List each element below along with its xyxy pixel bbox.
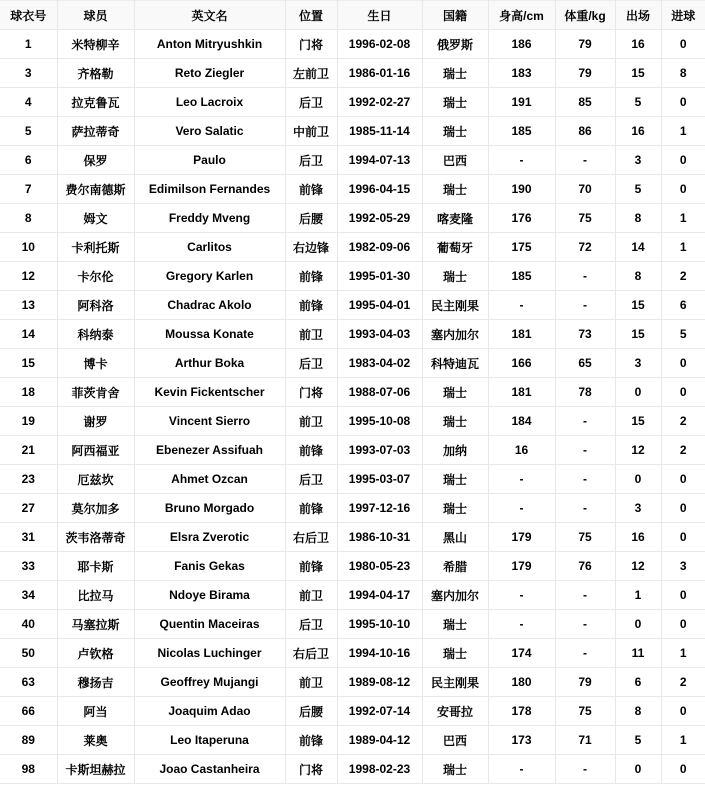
cell-nationality: 俄罗斯 <box>422 30 488 59</box>
cell-height: - <box>488 465 555 494</box>
cell-goals: 1 <box>661 726 705 755</box>
cell-player: 厄兹坎 <box>57 465 134 494</box>
cell-birthday: 1995-10-10 <box>337 610 422 639</box>
cell-appearances: 16 <box>615 30 661 59</box>
cell-birthday: 1995-10-08 <box>337 407 422 436</box>
cell-appearances: 3 <box>615 349 661 378</box>
cell-appearances: 8 <box>615 262 661 291</box>
cell-name_en: Moussa Konate <box>134 320 285 349</box>
cell-goals: 0 <box>661 175 705 204</box>
cell-jersey: 10 <box>0 233 57 262</box>
cell-position: 前锋 <box>285 291 337 320</box>
cell-birthday: 1988-07-06 <box>337 378 422 407</box>
cell-height: - <box>488 494 555 523</box>
cell-weight: - <box>555 494 615 523</box>
cell-jersey: 34 <box>0 581 57 610</box>
cell-weight: 85 <box>555 88 615 117</box>
table-row <box>0 291 705 320</box>
column-header-weight: 体重/kg <box>555 1 615 30</box>
cell-goals: 2 <box>661 407 705 436</box>
cell-jersey: 19 <box>0 407 57 436</box>
cell-player: 卡斯坦赫拉 <box>57 755 134 784</box>
cell-weight: - <box>555 465 615 494</box>
cell-position: 右后卫 <box>285 523 337 552</box>
cell-name_en: Paulo <box>134 146 285 175</box>
table-row <box>0 610 705 639</box>
cell-position: 前卫 <box>285 668 337 697</box>
cell-jersey: 14 <box>0 320 57 349</box>
cell-height: 179 <box>488 552 555 581</box>
cell-nationality: 民主刚果 <box>422 668 488 697</box>
cell-height: 175 <box>488 233 555 262</box>
cell-birthday: 1992-02-27 <box>337 88 422 117</box>
table-body <box>0 30 705 784</box>
cell-nationality: 瑞士 <box>422 117 488 146</box>
table-row <box>0 175 705 204</box>
cell-nationality: 希腊 <box>422 552 488 581</box>
cell-birthday: 1992-05-29 <box>337 204 422 233</box>
cell-weight: 65 <box>555 349 615 378</box>
cell-weight: 72 <box>555 233 615 262</box>
cell-birthday: 1993-04-03 <box>337 320 422 349</box>
cell-position: 后卫 <box>285 465 337 494</box>
table-row <box>0 233 705 262</box>
cell-appearances: 15 <box>615 407 661 436</box>
table-row <box>0 581 705 610</box>
table-row <box>0 755 705 784</box>
cell-appearances: 0 <box>615 755 661 784</box>
cell-player: 菲茨肯舍 <box>57 378 134 407</box>
cell-nationality: 喀麦隆 <box>422 204 488 233</box>
cell-position: 前锋 <box>285 175 337 204</box>
cell-nationality: 黑山 <box>422 523 488 552</box>
table-row <box>0 117 705 146</box>
cell-height: 181 <box>488 378 555 407</box>
cell-appearances: 0 <box>615 378 661 407</box>
cell-weight: - <box>555 639 615 668</box>
cell-goals: 3 <box>661 552 705 581</box>
cell-appearances: 15 <box>615 320 661 349</box>
cell-player: 马塞拉斯 <box>57 610 134 639</box>
cell-nationality: 瑞士 <box>422 262 488 291</box>
cell-appearances: 15 <box>615 291 661 320</box>
cell-name_en: Geoffrey Mujangi <box>134 668 285 697</box>
cell-jersey: 3 <box>0 59 57 88</box>
cell-height: 16 <box>488 436 555 465</box>
cell-name_en: Kevin Fickentscher <box>134 378 285 407</box>
table-row <box>0 436 705 465</box>
cell-goals: 1 <box>661 117 705 146</box>
cell-nationality: 民主刚果 <box>422 291 488 320</box>
cell-position: 前卫 <box>285 407 337 436</box>
cell-goals: 0 <box>661 465 705 494</box>
cell-height: 180 <box>488 668 555 697</box>
table-row <box>0 639 705 668</box>
table-row <box>0 320 705 349</box>
cell-birthday: 1995-03-07 <box>337 465 422 494</box>
cell-position: 前锋 <box>285 494 337 523</box>
cell-name_en: Ebenezer Assifuah <box>134 436 285 465</box>
cell-name_en: Elsra Zverotic <box>134 523 285 552</box>
cell-goals: 8 <box>661 59 705 88</box>
cell-position: 前卫 <box>285 320 337 349</box>
cell-player: 阿当 <box>57 697 134 726</box>
cell-appearances: 16 <box>615 117 661 146</box>
cell-height: 186 <box>488 30 555 59</box>
table-row <box>0 494 705 523</box>
column-header-position: 位置 <box>285 1 337 30</box>
cell-name_en: Freddy Mveng <box>134 204 285 233</box>
cell-jersey: 33 <box>0 552 57 581</box>
cell-player: 卡利托斯 <box>57 233 134 262</box>
column-header-goals: 进球 <box>661 1 705 30</box>
cell-birthday: 1980-05-23 <box>337 552 422 581</box>
cell-jersey: 1 <box>0 30 57 59</box>
cell-position: 前锋 <box>285 436 337 465</box>
cell-weight: - <box>555 436 615 465</box>
cell-jersey: 31 <box>0 523 57 552</box>
cell-appearances: 15 <box>615 59 661 88</box>
cell-jersey: 7 <box>0 175 57 204</box>
cell-position: 后卫 <box>285 88 337 117</box>
cell-name_en: Joao Castanheira <box>134 755 285 784</box>
cell-appearances: 8 <box>615 697 661 726</box>
cell-birthday: 1986-10-31 <box>337 523 422 552</box>
cell-position: 后卫 <box>285 146 337 175</box>
cell-birthday: 1986-01-16 <box>337 59 422 88</box>
cell-player: 谢罗 <box>57 407 134 436</box>
cell-position: 前锋 <box>285 726 337 755</box>
cell-birthday: 1993-07-03 <box>337 436 422 465</box>
table-row <box>0 59 705 88</box>
cell-appearances: 5 <box>615 726 661 755</box>
cell-jersey: 4 <box>0 88 57 117</box>
cell-name_en: Leo Lacroix <box>134 88 285 117</box>
cell-nationality: 瑞士 <box>422 494 488 523</box>
cell-appearances: 0 <box>615 465 661 494</box>
cell-nationality: 瑞士 <box>422 175 488 204</box>
cell-birthday: 1983-04-02 <box>337 349 422 378</box>
cell-name_en: Leo Itaperuna <box>134 726 285 755</box>
cell-birthday: 1994-10-16 <box>337 639 422 668</box>
cell-birthday: 1982-09-06 <box>337 233 422 262</box>
cell-player: 米特柳辛 <box>57 30 134 59</box>
column-header-jersey: 球衣号 <box>0 1 57 30</box>
cell-weight: - <box>555 291 615 320</box>
cell-position: 门将 <box>285 755 337 784</box>
cell-goals: 0 <box>661 494 705 523</box>
cell-nationality: 瑞士 <box>422 378 488 407</box>
table-row <box>0 262 705 291</box>
cell-nationality: 瑞士 <box>422 610 488 639</box>
cell-birthday: 1995-04-01 <box>337 291 422 320</box>
cell-goals: 0 <box>661 697 705 726</box>
cell-jersey: 50 <box>0 639 57 668</box>
cell-weight: 86 <box>555 117 615 146</box>
cell-height: 178 <box>488 697 555 726</box>
column-header-birthday: 生日 <box>337 1 422 30</box>
cell-weight: 71 <box>555 726 615 755</box>
cell-jersey: 8 <box>0 204 57 233</box>
cell-nationality: 塞内加尔 <box>422 581 488 610</box>
cell-birthday: 1994-04-17 <box>337 581 422 610</box>
column-header-height: 身高/cm <box>488 1 555 30</box>
table-header <box>0 1 705 30</box>
cell-appearances: 11 <box>615 639 661 668</box>
cell-nationality: 科特迪瓦 <box>422 349 488 378</box>
cell-position: 后腰 <box>285 697 337 726</box>
table-row <box>0 668 705 697</box>
cell-player: 卡尔伦 <box>57 262 134 291</box>
table-row <box>0 88 705 117</box>
cell-player: 茨韦洛蒂奇 <box>57 523 134 552</box>
cell-player: 耶卡斯 <box>57 552 134 581</box>
cell-player: 姆文 <box>57 204 134 233</box>
cell-jersey: 15 <box>0 349 57 378</box>
cell-name_en: Quentin Maceiras <box>134 610 285 639</box>
cell-jersey: 63 <box>0 668 57 697</box>
cell-nationality: 加纳 <box>422 436 488 465</box>
cell-player: 卢钦格 <box>57 639 134 668</box>
cell-position: 前锋 <box>285 552 337 581</box>
table-row <box>0 465 705 494</box>
table-row <box>0 552 705 581</box>
cell-goals: 1 <box>661 233 705 262</box>
cell-appearances: 3 <box>615 146 661 175</box>
cell-weight: 76 <box>555 552 615 581</box>
cell-appearances: 8 <box>615 204 661 233</box>
cell-birthday: 1996-04-15 <box>337 175 422 204</box>
cell-appearances: 14 <box>615 233 661 262</box>
cell-nationality: 瑞士 <box>422 59 488 88</box>
cell-height: 179 <box>488 523 555 552</box>
table-row <box>0 349 705 378</box>
cell-position: 后腰 <box>285 204 337 233</box>
cell-goals: 5 <box>661 320 705 349</box>
cell-jersey: 89 <box>0 726 57 755</box>
cell-name_en: Reto Ziegler <box>134 59 285 88</box>
cell-weight: 75 <box>555 204 615 233</box>
cell-height: 181 <box>488 320 555 349</box>
cell-goals: 0 <box>661 755 705 784</box>
cell-goals: 1 <box>661 639 705 668</box>
cell-weight: 79 <box>555 668 615 697</box>
cell-goals: 0 <box>661 581 705 610</box>
cell-player: 科纳泰 <box>57 320 134 349</box>
cell-name_en: Arthur Boka <box>134 349 285 378</box>
cell-player: 穆扬吉 <box>57 668 134 697</box>
table-row <box>0 407 705 436</box>
cell-height: - <box>488 755 555 784</box>
cell-name_en: Chadrac Akolo <box>134 291 285 320</box>
table-row <box>0 726 705 755</box>
cell-appearances: 3 <box>615 494 661 523</box>
cell-name_en: Carlitos <box>134 233 285 262</box>
cell-nationality: 安哥拉 <box>422 697 488 726</box>
cell-height: 174 <box>488 639 555 668</box>
cell-jersey: 21 <box>0 436 57 465</box>
cell-appearances: 6 <box>615 668 661 697</box>
cell-goals: 6 <box>661 291 705 320</box>
cell-name_en: Vincent Sierro <box>134 407 285 436</box>
cell-weight: 75 <box>555 697 615 726</box>
cell-weight: - <box>555 146 615 175</box>
cell-player: 拉克鲁瓦 <box>57 88 134 117</box>
cell-name_en: Vero Salatic <box>134 117 285 146</box>
cell-jersey: 23 <box>0 465 57 494</box>
cell-player: 比拉马 <box>57 581 134 610</box>
cell-goals: 2 <box>661 262 705 291</box>
cell-appearances: 16 <box>615 523 661 552</box>
cell-goals: 0 <box>661 88 705 117</box>
cell-name_en: Gregory Karlen <box>134 262 285 291</box>
cell-nationality: 瑞士 <box>422 88 488 117</box>
cell-birthday: 1985-11-14 <box>337 117 422 146</box>
cell-jersey: 5 <box>0 117 57 146</box>
cell-nationality: 巴西 <box>422 726 488 755</box>
cell-position: 右边锋 <box>285 233 337 262</box>
cell-goals: 0 <box>661 378 705 407</box>
cell-jersey: 27 <box>0 494 57 523</box>
cell-player: 保罗 <box>57 146 134 175</box>
cell-nationality: 瑞士 <box>422 465 488 494</box>
cell-player: 费尔南德斯 <box>57 175 134 204</box>
cell-weight: - <box>555 407 615 436</box>
cell-name_en: Edimilson Fernandes <box>134 175 285 204</box>
cell-position: 右后卫 <box>285 639 337 668</box>
cell-player: 阿西福亚 <box>57 436 134 465</box>
table-row <box>0 697 705 726</box>
table-row <box>0 204 705 233</box>
cell-birthday: 1989-04-12 <box>337 726 422 755</box>
cell-jersey: 66 <box>0 697 57 726</box>
cell-goals: 0 <box>661 30 705 59</box>
cell-birthday: 1998-02-23 <box>337 755 422 784</box>
cell-jersey: 12 <box>0 262 57 291</box>
cell-player: 莱奥 <box>57 726 134 755</box>
cell-jersey: 18 <box>0 378 57 407</box>
cell-position: 中前卫 <box>285 117 337 146</box>
cell-name_en: Anton Mitryushkin <box>134 30 285 59</box>
cell-weight: - <box>555 581 615 610</box>
cell-player: 博卡 <box>57 349 134 378</box>
cell-height: 190 <box>488 175 555 204</box>
cell-name_en: Bruno Morgado <box>134 494 285 523</box>
cell-height: 173 <box>488 726 555 755</box>
cell-weight: 79 <box>555 59 615 88</box>
column-header-name_en: 英文名 <box>134 1 285 30</box>
cell-appearances: 0 <box>615 610 661 639</box>
cell-nationality: 瑞士 <box>422 755 488 784</box>
cell-appearances: 12 <box>615 552 661 581</box>
cell-nationality: 葡萄牙 <box>422 233 488 262</box>
cell-weight: 70 <box>555 175 615 204</box>
column-header-nationality: 国籍 <box>422 1 488 30</box>
cell-goals: 2 <box>661 436 705 465</box>
cell-goals: 0 <box>661 610 705 639</box>
cell-birthday: 1989-08-12 <box>337 668 422 697</box>
cell-height: 185 <box>488 117 555 146</box>
column-header-player: 球员 <box>57 1 134 30</box>
cell-weight: 73 <box>555 320 615 349</box>
cell-appearances: 12 <box>615 436 661 465</box>
cell-weight: - <box>555 755 615 784</box>
cell-position: 后卫 <box>285 610 337 639</box>
cell-height: 191 <box>488 88 555 117</box>
cell-goals: 2 <box>661 668 705 697</box>
cell-player: 阿科洛 <box>57 291 134 320</box>
cell-player: 齐格勒 <box>57 59 134 88</box>
cell-jersey: 6 <box>0 146 57 175</box>
cell-birthday: 1995-01-30 <box>337 262 422 291</box>
cell-weight: 78 <box>555 378 615 407</box>
cell-weight: 75 <box>555 523 615 552</box>
cell-appearances: 5 <box>615 88 661 117</box>
cell-weight: 79 <box>555 30 615 59</box>
cell-nationality: 巴西 <box>422 146 488 175</box>
cell-nationality: 塞内加尔 <box>422 320 488 349</box>
cell-name_en: Ndoye Birama <box>134 581 285 610</box>
cell-position: 前卫 <box>285 581 337 610</box>
cell-jersey: 13 <box>0 291 57 320</box>
cell-nationality: 瑞士 <box>422 407 488 436</box>
cell-height: - <box>488 610 555 639</box>
cell-height: 185 <box>488 262 555 291</box>
cell-position: 门将 <box>285 30 337 59</box>
cell-weight: - <box>555 610 615 639</box>
cell-name_en: Ahmet Ozcan <box>134 465 285 494</box>
cell-weight: - <box>555 262 615 291</box>
cell-player: 莫尔加多 <box>57 494 134 523</box>
cell-appearances: 1 <box>615 581 661 610</box>
cell-name_en: Fanis Gekas <box>134 552 285 581</box>
cell-height: 183 <box>488 59 555 88</box>
column-header-appearances: 出场 <box>615 1 661 30</box>
table-row <box>0 30 705 59</box>
cell-birthday: 1992-07-14 <box>337 697 422 726</box>
cell-jersey: 40 <box>0 610 57 639</box>
cell-height: 184 <box>488 407 555 436</box>
table-row <box>0 523 705 552</box>
cell-height: - <box>488 291 555 320</box>
cell-position: 门将 <box>285 378 337 407</box>
table-row <box>0 146 705 175</box>
cell-height: - <box>488 146 555 175</box>
cell-birthday: 1994-07-13 <box>337 146 422 175</box>
cell-goals: 0 <box>661 523 705 552</box>
cell-name_en: Joaquim Adao <box>134 697 285 726</box>
cell-position: 前锋 <box>285 262 337 291</box>
cell-appearances: 5 <box>615 175 661 204</box>
cell-goals: 1 <box>661 204 705 233</box>
cell-position: 左前卫 <box>285 59 337 88</box>
cell-birthday: 1996-02-08 <box>337 30 422 59</box>
table-row <box>0 378 705 407</box>
cell-name_en: Nicolas Luchinger <box>134 639 285 668</box>
cell-player: 萨拉蒂奇 <box>57 117 134 146</box>
cell-nationality: 瑞士 <box>422 639 488 668</box>
cell-goals: 0 <box>661 349 705 378</box>
cell-position: 后卫 <box>285 349 337 378</box>
cell-birthday: 1997-12-16 <box>337 494 422 523</box>
cell-height: - <box>488 581 555 610</box>
cell-goals: 0 <box>661 146 705 175</box>
cell-height: 166 <box>488 349 555 378</box>
cell-height: 176 <box>488 204 555 233</box>
cell-jersey: 98 <box>0 755 57 784</box>
header-row <box>0 1 705 30</box>
